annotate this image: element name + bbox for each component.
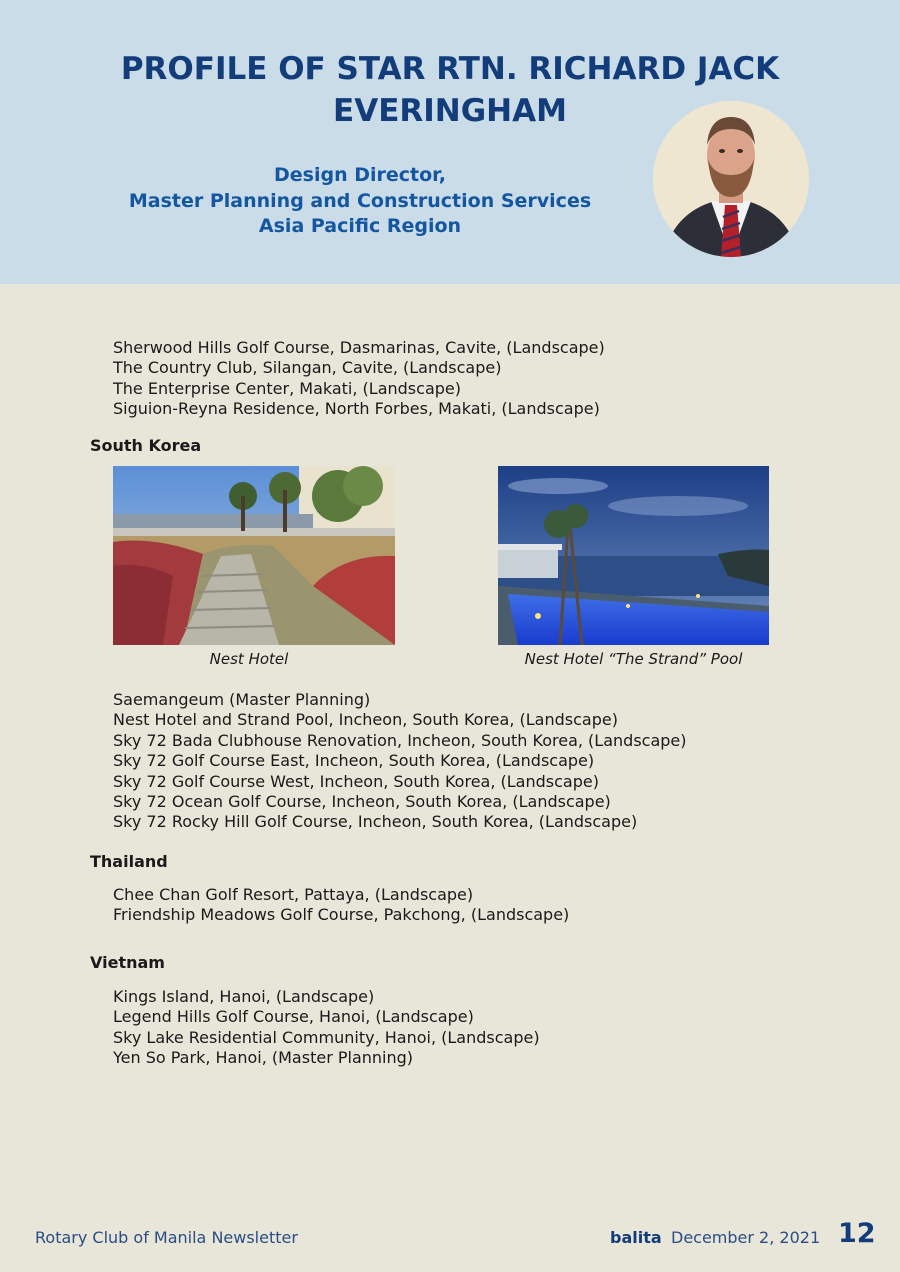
- section-heading-vietnam: Vietnam: [90, 953, 165, 972]
- list-item: Sky 72 Bada Clubhouse Renovation, Incheon, South Korea, (Landscape): [113, 730, 687, 750]
- list-item: The Country Club, Silangan, Cavite, (Landscape): [113, 358, 502, 378]
- newsletter-name: Rotary Club of Manila Newsletter: [35, 1228, 298, 1247]
- photo-caption: Nest Hotel: [209, 650, 289, 668]
- philippines-project-list: [113, 338, 605, 420]
- subtitle-line: Design Director,: [274, 164, 446, 186]
- list-item: Sky Lake Residential Community, Hanoi, (Landscape): [113, 1027, 540, 1047]
- list-item: Saemangeum (Master Planning): [113, 690, 371, 709]
- section-heading-thailand: Thailand: [90, 852, 168, 871]
- section-heading-south-korea: South Korea: [90, 436, 202, 455]
- portrait-photo: [653, 101, 809, 257]
- page-number: 12: [838, 1218, 876, 1249]
- list-item: Sky 72 Golf Course East, Incheon, South Korea, (Landscape): [113, 751, 595, 771]
- profile-header: [0, 0, 900, 284]
- south-korea-project-list: [113, 690, 687, 833]
- list-item: Sky 72 Golf Course West, Incheon, South Korea, (Landscape): [113, 771, 599, 791]
- list-item: Nest Hotel and Strand Pool, Incheon, South Korea, (Landscape): [113, 710, 618, 730]
- list-item: Yen So Park, Hanoi, (Master Planning): [113, 1048, 414, 1068]
- strand-pool-photo: [498, 466, 769, 645]
- nest-hotel-photo: [113, 466, 395, 645]
- list-item: Sky 72 Rocky Hill Golf Course, Incheon, South Korea, (Landscape): [113, 812, 638, 832]
- subtitle-line: Master Planning and Construction Services: [128, 189, 592, 212]
- list-item: Friendship Meadows Golf Course, Pakchong, (Landscape): [113, 905, 570, 925]
- list-item: Siguion-Reyna Residence, North Forbes, Makati, (Landscape): [113, 399, 600, 419]
- vietnam-project-list: [113, 987, 540, 1069]
- photo-caption: Nest Hotel “The Strand” Pool: [524, 650, 743, 668]
- list-item: Sky 72 Ocean Golf Course, Incheon, South Korea, (Landscape): [113, 792, 611, 812]
- list-item: The Enterprise Center, Makati, (Landscape): [113, 378, 461, 398]
- list-item: Legend Hills Golf Course, Hanoi, (Landscape): [113, 1007, 474, 1027]
- issue-date: December 2, 2021: [671, 1228, 821, 1247]
- list-item: Kings Island, Hanoi, (Landscape): [113, 987, 375, 1006]
- list-item: Sherwood Hills Golf Course, Dasmarinas, Cavite, (Landscape): [113, 338, 605, 357]
- title-line-2: EVERINGHAM: [333, 93, 567, 129]
- thailand-project-list: [113, 885, 569, 926]
- job-title: [100, 163, 620, 240]
- newsletter-brand: balita: [610, 1228, 662, 1247]
- list-item: Chee Chan Golf Resort, Pattaya, (Landscape): [113, 885, 474, 904]
- title-line-1: PROFILE OF STAR RTN. RICHARD JACK: [120, 51, 780, 87]
- subtitle-line: Asia Pacific Region: [258, 215, 462, 237]
